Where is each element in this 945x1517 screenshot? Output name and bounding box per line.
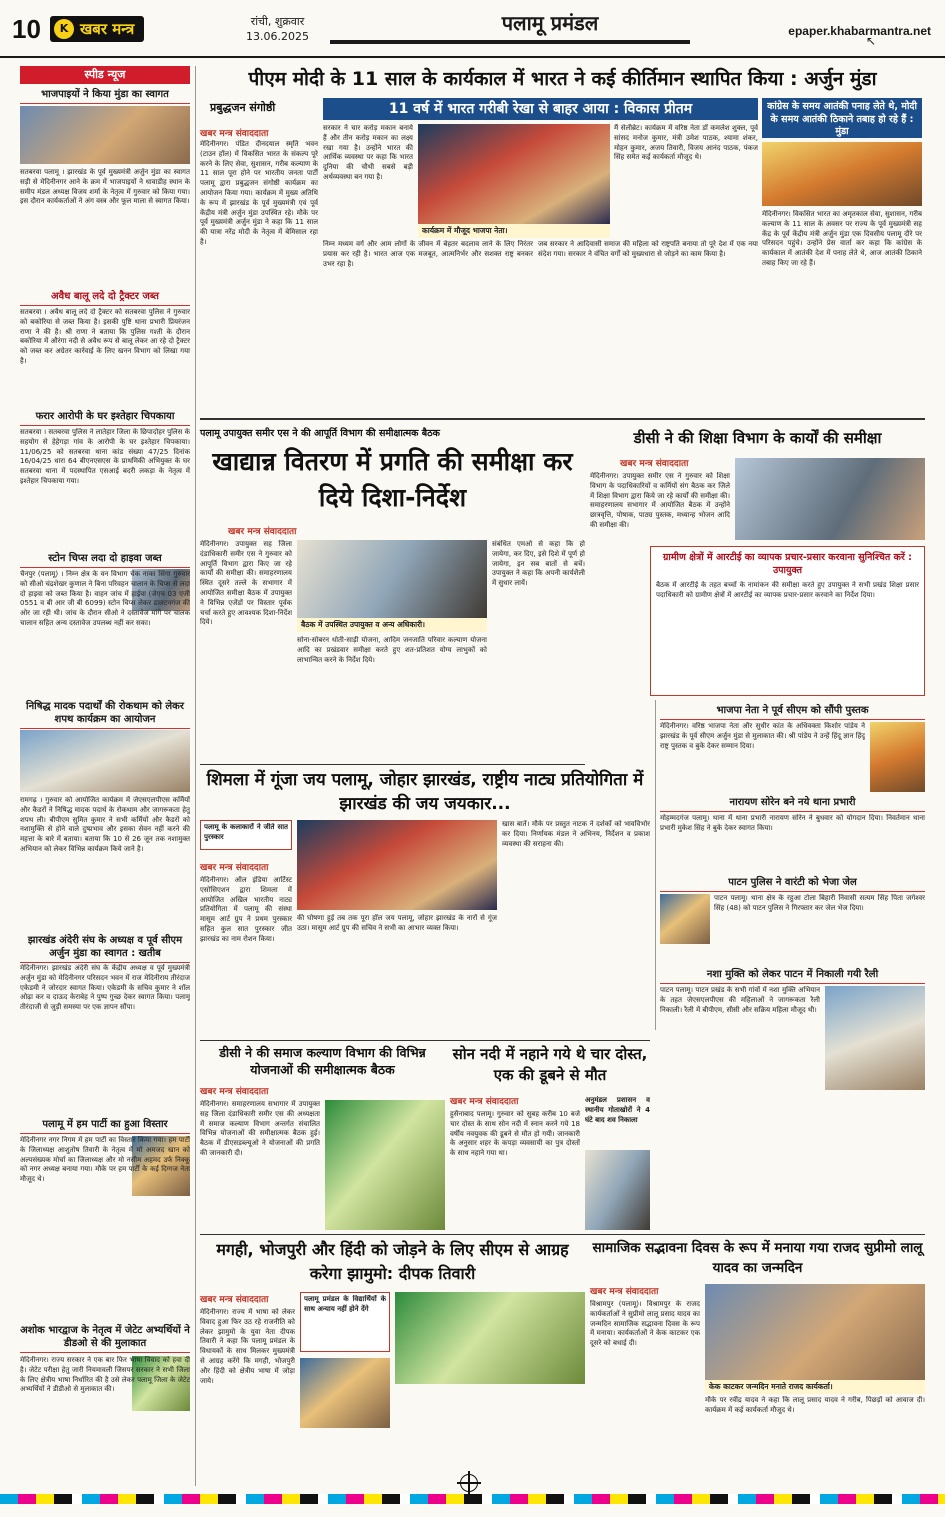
lalu-photo-caption: केक काटकर जन्मदिन मनाते राजद कार्यकर्ता। xyxy=(705,1380,925,1394)
lalu-story-body: विश्रामपुर (पलामू)। विश्रामपुर के राजद कार्यकर्ताओं ने सुप्रीमो लालू प्रसाद यादव का जन्मदिन सामाजिक सद्भावना दिवस के रूप में मनाया। कार्यकर्ताओं ने केक काटकर एक दूसरे को बधाई दी। xyxy=(590,1300,700,1348)
education-story-body: मेदिनीनगर। उपायुक्त समीर एस ने गुरुवार को शिक्षा विभाग के पदाधिकारियों व कर्मियों संग बैठक कर जिले में शिक्षा विभाग द्वारा किये जा रहे कार्यों की समीक्षा की। समाहरणालय सभागार में आयोजित बैठक में उन्होंने छात्रवृत्ति, पोषाक, पाठ्य पुस्तक, मध्यान्ह भोजन आदि की समीक्षा की। xyxy=(590,472,730,529)
left-story-1-headline: भाजपाइयों ने किया मुंडा का स्वागत xyxy=(20,88,190,104)
top-story-body-2: सरकार ने चार करोड़ मकान बनाये हैं और तीन करोड़ मकान का लक्ष्य रखा गया है। उन्होंने भारत की आर्थिक व्यवस्था पर कहा कि भारत दुनिया की चौथी सबसे बड़ी अर्थव्यवस्था बन गया है। xyxy=(323,124,413,181)
language-note: पलामू प्रमंडल के विद्यार्थियों के साथ अन्याय नहीं होने देंगे xyxy=(304,1295,386,1313)
drama-story-body-1: मेदिनीनगर। ऑल इंडिया आर्टिस्ट एसोसिएशन द्वारा शिमला में आयोजित अखिल भारतीय नाट्य प्रतियोगिता में पलामू की संस्था मासूम आर्ट ग्रुप ने प्रथम पुरस्कार सहित कुल सात पुरस्कार जीत झारखंड का नाम रोशन किया। xyxy=(200,876,292,943)
drama-note-box xyxy=(200,820,292,850)
top-story-body-1: मेदिनीनगर। पंडित दीनदयाल स्मृति भवन (टाउन हॉल) में विकसित भारत के संकल्प पूरे करने के लिए सेवा, सुशासन, गरीब कल्याण के 11 साल पूरा होने पर भारतीय जनता पार्टी पलामू द्वारा प्रबुद्धजन संगोष्ठी कार्यक्रम का आयोजन किया गया। कार्यक्रम में मुख्य अतिथि के रूप में झारखंड के पूर्व मुख्यमंत्री एवं पूर्व केंद्रीय मंत्री अर्जुन मुंडा उपस्थित रहे। मौके पर पूर्व मुख्यमंत्री अर्जुन मुंडा ने कहा कि 11 साल की यात्रा नरेंद्र मोदी के नेतृत्व में बेमिसाल रहा है। xyxy=(200,140,318,246)
drowning-story-byline: खबर मन्त्र संवाददाता xyxy=(450,1097,519,1107)
top-story-byline: खबर मन्त्र संवाददाता xyxy=(200,129,269,139)
left-story-7-text: मेदिनीनगर नगर निगम में हम पार्टी का विस्तार किया गया। हम पार्टी के जिलाध्यक्ष आशुतोष तिवारी के नेतृत्व में मो अमजद खान को अल्पसंख्यक मोर्चा का जिलाध्यक्ष और मो नसीम अहमद उर्फ निक्कू को नगर अध्यक्ष बनाया गया। मौके पर हम पार्टी के कई दिग्गज नेता मौजूद थे। xyxy=(20,1136,190,1184)
right-brief-2-body: मोहम्मदगंज पलामू। थाना में थाना प्रभारी नारायण सोरेन ने बुधवार को योगदान दिया। निवर्तमान थाना प्रभारी मुकेश सिंह ने बुके देकर स्वागत किया। xyxy=(660,814,925,832)
education-story-headline: डीसी ने की शिक्षा विभाग के कार्यों की समीक्षा xyxy=(633,429,882,447)
lalu-birthday-photo xyxy=(705,1284,925,1380)
lalu-story-headline: सामाजिक सद्भावना दिवस के रूप में मनाया गया राजद सुप्रीमो लालू यादव का जन्मदिन xyxy=(592,1240,923,1276)
left-story-2-headline: अवैध बालू लदे दो ट्रैक्टर जब्त xyxy=(20,290,190,306)
left-story-6-headline: झारखंड अंदेरी संघ के अध्यक्ष व पूर्व सीएम अर्जुन मुंडा का स्वागत : खतीब xyxy=(20,934,190,963)
supply-story-byline: खबर मन्त्र संवाददाता xyxy=(228,527,297,537)
column-divider xyxy=(195,66,196,1486)
supply-story-body-1: मेदिनीनगर। उपायुक्त सह जिला दंडाधिकारी समीर एस ने गुरुवार को आपूर्ति विभाग द्वारा किए जा रहे कार्यों की समीक्षा की। समाहरणालय स्थित दूसरे तल्ले के सभागार में आयोजित समीक्षा बैठक में उपायुक्त ने विभिन्न एजेंडों पर विस्तार पूर्वक चर्चा करते हुए आवश्यक दिशा-निर्देश दिये। xyxy=(200,540,292,627)
top-story-photo-caption: कार्यक्रम में मौजूद भाजपा नेता। xyxy=(418,224,610,238)
left-story-1-text: सतबरवा पलामू । झारखंड के पूर्व मुख्यमंत्री अर्जुन मुंडा का स्वागत सड़ी से मेदिनीनगर आने के क्रम में भाजपाइयों ने धावाडीह स्थान के समीप मंडल अध्यक्ष विजय शर्मा के नेतृत्व में गुरुवार को किया गया। इस दौरान कार्यकर्ताओं ने अंग वस्त्र और फूल माला से स्वागत किया। xyxy=(20,168,190,206)
drama-award-photo xyxy=(297,820,497,910)
brand-logo-icon: K xyxy=(54,19,74,39)
welfare-meeting-photo xyxy=(325,1100,445,1230)
welfare-story-byline: खबर मन्त्र संवाददाता xyxy=(200,1087,269,1097)
language-note-box xyxy=(300,1292,390,1352)
top-story-body-3: निम्न मध्यम वर्ग और आम लोगों के जीवन में बेहतर बदलाव लाने के लिए निरंतर प्रयास कर रही है। भारत आज एक मजबूत, आत्मनिर्भर और सशक्त राष्ट्र बनकर उभर रहा है। xyxy=(323,240,533,268)
right-brief-1-photo xyxy=(870,722,925,792)
supply-photo-caption: बैठक में उपस्थित उपायुक्त व अन्य अधिकारी। xyxy=(297,618,487,632)
language-story-photo xyxy=(395,1292,585,1384)
lalu-story-byline: खबर मन्त्र संवाददाता xyxy=(590,1287,659,1297)
left-story-5-headline: निषिद्ध मादक पदार्थों की रोकथाम को लेकर शपथ कार्यक्रम का आयोजन xyxy=(20,700,190,729)
section-divider-3 xyxy=(200,1040,650,1041)
language-story-body: मेदिनीनगर। राज्य में भाषा को लेकर विवाद हुआ फिर उठ रहे राजनीति को लेकर झामुमो के युवा नेता दीपक तिवारी ने कहा कि पलामू प्रमंडल के विधायकों के साथ मिलकर मुख्यमंत्री से आग्रह करेंगे कि मगही, भोजपुरी और हिंदी को क्षेत्रीय भाषा में जोड़ा जाये। xyxy=(200,1308,295,1385)
left-column xyxy=(20,66,190,1486)
brand-name: खबर मन्त्र xyxy=(80,20,135,38)
section-divider-4 xyxy=(200,1234,925,1235)
drowning-story-headline: सोन नदी में नहाने गये थे चार दोस्त, एक की डूबने से मौत xyxy=(452,1045,648,1084)
right-brief-3-body: पाटन पलामू। थाना क्षेत्र के रहुआ टोला बिहारी निवासी सत्यम सिंह पिता जगेश्वर सिंह (48) को पाटन पुलिस ने गिरफ्तार कर जेल भेज दिया। xyxy=(714,894,925,912)
left-story-7-headline: पलामू में हम पार्टी का हुआ विस्तार xyxy=(20,1118,190,1134)
section-divider xyxy=(200,418,925,420)
top-story-sidebar-box: कांग्रेस के समय आतंकी पनाह लेते थे, मोदी के समय आतंकी ठिकाने तबाह हो रहे हैं : मुंडा xyxy=(762,98,922,138)
welfare-story-body: मेदिनीनगर। समाहरणालय सभागार में उपायुक्त सह जिला दंडाधिकारी समीर एस की अध्यक्षता में समाज कल्याण विभाग अन्तर्गत संचालित विभिन्न योजनाओं की समीक्षात्मक बैठक हुई। बैठक में डीएसडब्ल्यूओ ने योजनाओं की प्रगति की जानकारी दी। xyxy=(200,1100,320,1157)
left-story-6-text: मेदिनीनगर। झारखंड अंदेरी संघ के केंद्रीय अध्यक्ष व पूर्व मुख्यमंत्री अर्जुन मुंडा को मेदिनीनगर परिसदन भवन में राज मेदिनीराय तीरंदाज एकेडमी ने जोरदार स्वागत किया। एकेडमी के सचिव कुमार ने शॉल ओढ़ा कर व दाऊद केराबेह ने पुष्प गुच्छ देकर स्वागत किया। पलामू तीरंदाजी से जुड़ी समस्या पर एक ज्ञापन सौंपा। xyxy=(20,964,190,1012)
color-calibration-strip xyxy=(0,1494,945,1504)
dateline xyxy=(230,14,325,44)
left-story-8-headline: अशोक भारद्वाज के नेतृत्व में जेटेट अभ्यर्थियों ने डीडओ से की मुलाकात xyxy=(20,1324,190,1353)
page-number: 10 xyxy=(12,14,41,44)
drama-story-body-3: खास बातें। मौके पर प्रस्तुत नाटक ने दर्शकों को भावविभोर कर दिया। निर्णायक मंडल ने अभिनय, निर्देशन व प्रकाश व्यवस्था की सराहना की। xyxy=(502,820,650,848)
education-meeting-photo xyxy=(735,458,925,540)
column-divider-2 xyxy=(655,700,656,1030)
epaper-link[interactable]: epaper.khabarmantra.net xyxy=(788,24,931,38)
drama-story-body-2: की घोषणा हुई तब तक पूरा हॉल जय पलामू, जोहार झारखंड के नारों से गूंज उठा। मासूम आर्ट ग्रुप की सचिव ने सभी का आभार व्यक्त किया। xyxy=(297,914,497,932)
top-story-body-4: जब सरकार ने आदिवासी समाज की महिला को राष्ट्रपति बनाया तो पूरे देश में एक नया संदेश गया। सरकार ने वंचित वर्गों को मुख्यधारा से जोड़ने का काम किया है। xyxy=(538,240,758,258)
left-story-4-headline: स्टोन चिप्स लदा दो हाइवा जब्त xyxy=(20,552,190,568)
section-title: पलामू प्रमंडल xyxy=(501,11,599,35)
section-rule xyxy=(330,40,690,44)
rte-box-title: ग्रामीण क्षेत्रों में आरटीई का व्यापक प्रचार-प्रसार करवाना सुनिश्चित करें : उपायुक्त xyxy=(663,552,912,576)
speed-news-label: स्पीड न्यूज xyxy=(20,66,190,84)
left-story-3-text: सतबरवा । सतबरवा पुलिस ने लातेहार जिला के छिपादोहर पुलिस के सहयोग से हेहेगड़ा गांव के आरोपी के घर इश्तेहार चिपकाया। 11/06/25 को सतबरवा थाना कांड संख्या 47/25 दिनांक 16/04/25 धारा 64 बीएनएसएस के प्राथमिकी अभियुक्त के घर सतबरवा थाना में पदस्थापित एसआई बदरी लकड़ा के नेतृत्व में इश्तेहार चिपकाया गया। xyxy=(20,428,190,485)
left-story-8-text: मेदिनीनगर। राज्य सरकार ने एक बार फिर भाषा विवाद को हवा दी है। जेटेट परीक्षा हेतु जारी नियमावली जिसपर सरकार ने सभी जिला के लिए क्षेत्रीय भाषा निर्धारित की है उसे लेकर पलामू जिला के जेटेट अभ्यर्थियों ने डीडीओ से मुलाकात की। xyxy=(20,1356,190,1394)
education-story-byline: खबर मन्त्र संवाददाता xyxy=(620,459,689,469)
registration-mark-icon xyxy=(460,1474,478,1492)
right-brief-1-headline: भाजपा नेता ने पूर्व सीएम को सौंपी पुस्तक xyxy=(660,704,925,720)
top-story-headline: पीएम मोदी के 11 साल के कार्यकाल में भारत ने कई कीर्तिमान स्थापित किया : अर्जुन मुंडा xyxy=(248,68,877,90)
issue-date: 13.06.2025 xyxy=(246,30,309,43)
rte-highlight-box xyxy=(650,546,925,696)
top-story-subkicker: प्रबुद्धजन संगोष्ठी xyxy=(210,101,276,114)
section-divider-2 xyxy=(200,764,585,765)
left-story-4-text: चैनपुर (पलामू) । निम्न क्षेत्र के वन विभाग चेक नाका सिंगा गुरुवार को सीओ चंद्रशेखर कुणाल ने बिना परिवहन चालान के चिप्स से लदा दो हाइवा को जब्त किया है। वाहन जांच में हाईवा (जेएच 03 एजी 0551 व बी आर जी बी 6099) स्टोन चिप्स लेकर डालटनगंज की ओर जा रही थी। जांच के दौरान सीओ ने दस्तावेज मांगे पर चालक चालान सहित अन्य दस्तावेज उपलब्ध नहीं कर सका। xyxy=(20,570,190,627)
top-story-body-5: मैं सेलीब्रेट। कार्यक्रम में वरिष्ठ नेता डॉ कमलेश शुक्ल, पूर्व सांसद मनोज कुमार, मंत्री उमेश पाठक, श्यामा शंकर, मोहन कुमार, अजय तिवारी, विजय आनंद पाठक, पंकज सिंह समेत कई कार्यकर्ता मौजूद थे। xyxy=(614,124,758,162)
drama-story-byline: खबर मन्त्र संवाददाता xyxy=(200,863,269,873)
language-leader-photo xyxy=(300,1358,390,1428)
drowning-side-note: अनुमंडल प्रशासन व स्थानीय गोताखोरों ने 4 घंटे बाद शव निकाला xyxy=(585,1096,650,1124)
masthead xyxy=(0,0,945,58)
supply-story-body-3: संबंधित एमओ से कहा कि हो जायेगा, कर दिए, इसे दिशे में पूर्ण हो जायेगा, इन सब बातों से बचें। उपायुक्त ने कहा कि अपनी कार्यशैली में सुधार लायें। xyxy=(492,540,585,588)
supply-meeting-photo xyxy=(297,540,487,618)
press-conference-photo xyxy=(762,142,922,206)
city-day: रांची, शुक्रवार xyxy=(250,15,305,28)
drowning-photo xyxy=(585,1150,650,1230)
right-brief-1-body: मेदिनीनगर। वरिष्ठ भाजपा नेता और सुधीर कांत के अधिवक्ता किशोर पांडेय ने झारखंड के पूर्व सीएम अर्जुन मुंडा से मुलाकात की। श्री पांडेय ने उन्हें हिंदू ज्ञान हिंदू राष्ट्र पुस्तक व बुके देकर सम्मान दिया। xyxy=(660,722,865,750)
rte-box-text: बैठक में आरटीई के तहत बच्चों के नामांकन की समीक्षा करते हुए उपायुक्त ने सभी प्रखंड शिक्षा प्रसार पदाधिकारी को ग्रामीण क्षेत्रों में आरटीई का व्यापक प्रचार-प्रसार करवाने का निर्देश दिया। xyxy=(656,581,919,599)
brand-badge xyxy=(50,16,144,42)
left-story-3-headline: फरार आरोपी के घर इश्तेहार चिपकाया xyxy=(20,410,190,426)
language-story-byline: खबर मन्त्र संवाददाता xyxy=(200,1295,269,1305)
left-story-5-text: रामगढ़ । गुरुवार को आयोजित कार्यक्रम में जेएसएलपीएस कर्मियों और कैडरों ने निषिद्ध मादक पदार्थ के रोकथाम और जागरूकता हेतु शपथ ली। बीपीएम सुमित कुमार ने सभी कर्मियों और कैडरों को नशामुक्ति से होने वाले दुष्प्रभाव और इसका सेवन नहीं करने की महत्ता के बारे में बताया। बताया कि 10 से 26 जून तक नशामुक्त अभियान को लेकर विभिन्न कार्यक्रम किये जाने है। xyxy=(20,796,190,853)
drama-note: पलामू के कलाकारों ने जीते सात पुरस्कार xyxy=(204,823,288,841)
top-story-banner: 11 वर्ष में भारत गरीबी रेखा से बाहर आया : विकास प्रीतम xyxy=(323,98,758,120)
top-story-body-6: मेदिनीनगर। विकसित भारत का अमृतकाल सेवा, सुशासन, गरीब कल्याण के 11 साल के अवसर पर राज्य के पूर्व मुख्यमंत्री सह केंद्र के पूर्व केंद्रीय मंत्री अर्जुन मुंडा एक दिवसीय पलामू दौरे पर परिसदन पहुंचे। उन्होंने प्रेस वार्ता कर कहा कि कांग्रेस के कार्यकाल में आतंकी देश में पनाह लेते थे, आज आतंकी ठिकाने तबाह किए जा रहे हैं। xyxy=(762,210,922,267)
right-brief-4-body: पाटन पलामू। पाटन प्रखंड के सभी गांवों में नशा मुक्ति अभियान के तहत जेएसएलपीएस की महिलाओं ने जागरूकता रैली निकाली। रैली में बीपीएम, सीसी और सक्रिय महिला मौजूद थी। xyxy=(660,986,820,1014)
language-story-headline: मगही, भोजपुरी और हिंदी को जोड़ने के लिए सीएम से आग्रह करेगा झामुमो: दीपक तिवारी xyxy=(216,1240,569,1283)
right-brief-4-headline: नशा मुक्ति को लेकर पाटन में निकाली गयी रैली xyxy=(660,968,925,984)
welfare-story-headline: डीसी ने की समाज कल्याण विभाग की विभिन्न योजनाओं की समीक्षात्मक बैठक xyxy=(219,1045,426,1077)
supply-story-body-2: सोना-सोबरन धोती-साड़ी योजना, आदिम जनजाति परिवार कल्याण योजना आदि का प्रखंडवार समीक्षा करते हुए शत-प्रतिशत योग्य लाभुकों को लाभान्वित करने के निर्देश दिये। xyxy=(297,636,487,664)
top-story-photo xyxy=(418,124,610,224)
supply-story-headline: खाद्यान्न वितरण में प्रगति की समीक्षा कर दिये दिशा-निर्देश xyxy=(212,447,573,512)
right-brief-4-photo xyxy=(825,986,925,1090)
drowning-story-body: हुसैनाबाद पलामू। गुरुवार को सुबह करीब 10 बजे चार दोस्त के साथ सोन नदी में स्नान करने गये 18 वर्षीय नवयुवक की डूबने से मौत हो गयी। जानकारी के अनुसार शहर के कपड़ा व्यवसायी का पुत्र दोस्तों के साथ नहाने गया था। xyxy=(450,1110,580,1158)
lalu-story-footer: मौके पर रवींद्र यादव ने कहा कि लालू प्रसाद यादव ने गरीब, पिछड़ों को आवाज दी। कार्यक्रम में कई कार्यकर्ता मौजूद थे। xyxy=(705,1396,925,1414)
left-story-1-photo xyxy=(20,106,190,164)
supply-story-kicker: पलामू उपायुक्त समीर एस ने की आपूर्ति विभाग की समीक्षात्मक बैठक xyxy=(200,428,440,439)
left-story-2-text: सतबरवा । अवैध बालू लदे दो ट्रैक्टर को सतबरवा पुलिस ने गुरुवार को बकोरिया से जब्त किया है। इसकी पुष्टि थाना प्रभारी प्रियरंजन राणा ने की है। श्री राणा ने बताया कि पुलिस गश्ती के दौरान बकोरिया में औरंगा नदी से अवैध रूप से बालू लेकर आ रहे दो ट्रैक्टर को जब्त कर अग्रेतर कार्रवाई के लिए खनन विभाग को लिखा गया है। xyxy=(20,308,190,365)
drama-story-headline: शिमला में गूंजा जय पलामू, जोहार झारखंड, राष्ट्रीय नाट्य प्रतियोगिता में झारखंड की जय जयकार... xyxy=(206,770,644,814)
right-brief-3-photo xyxy=(660,894,710,944)
right-brief-3-headline: पाटन पुलिस ने वारंटी को भेजा जेल xyxy=(660,876,925,892)
left-story-5-photo xyxy=(20,730,190,792)
mouse-cursor-icon: ↖ xyxy=(866,34,877,48)
right-brief-2-headline: नारायण सोरेन बने नये थाना प्रभारी xyxy=(660,796,925,812)
